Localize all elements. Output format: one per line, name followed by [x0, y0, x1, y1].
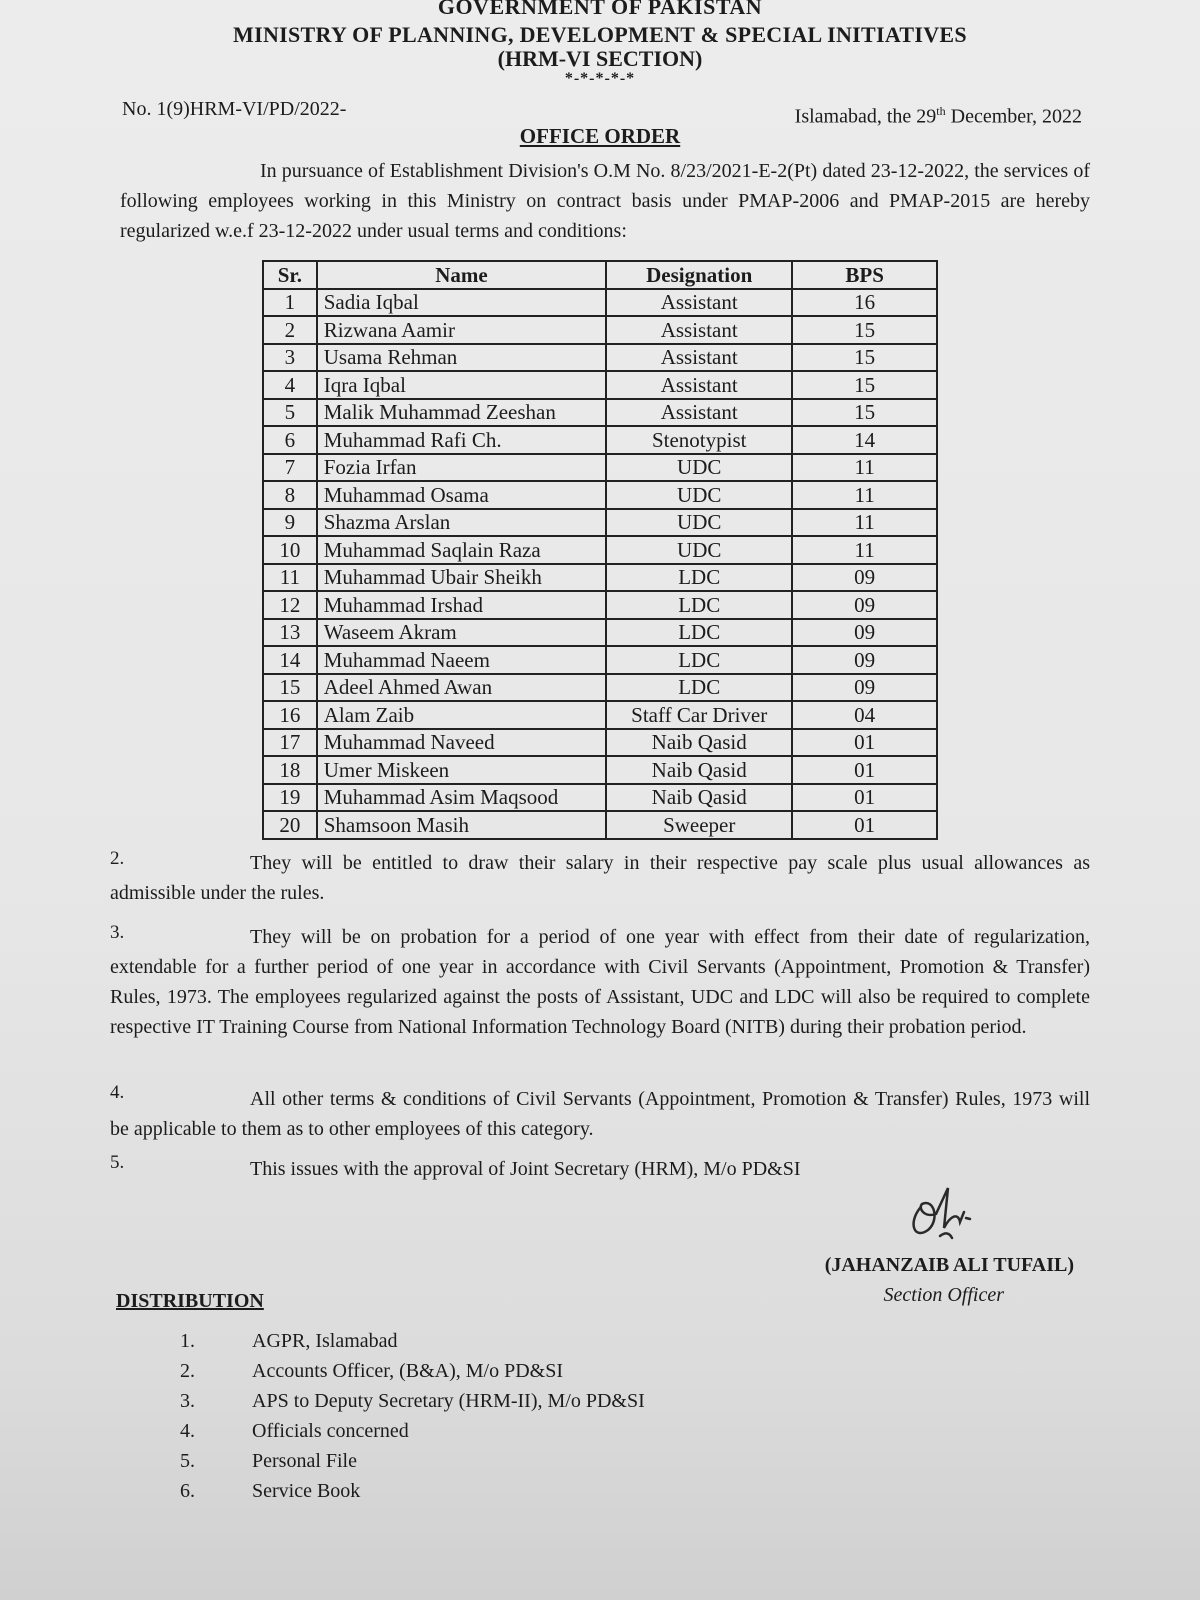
header-government: GOVERNMENT OF PAKISTAN — [437, 0, 763, 19]
cell-bps: 16 — [792, 289, 937, 317]
cell-designation: UDC — [606, 481, 792, 509]
distribution-title: DISTRIBUTION — [116, 1290, 264, 1312]
header-separator: *-*-*-*-* — [564, 70, 636, 87]
cell-sr: 7 — [263, 454, 317, 482]
cell-sr: 17 — [263, 729, 317, 757]
cell-name: Muhammad Rafi Ch. — [317, 426, 606, 454]
cell-sr: 2 — [263, 316, 317, 344]
cell-sr: 11 — [263, 564, 317, 592]
cell-designation: UDC — [606, 454, 792, 482]
list-item — [180, 1356, 645, 1386]
date-rest: December, 2022 — [945, 105, 1082, 128]
table-row — [263, 729, 937, 757]
distribution-text: Officials concerned — [252, 1420, 409, 1442]
table-row — [263, 784, 937, 812]
table-row — [263, 619, 937, 647]
cell-name: Iqra Iqbal — [317, 371, 606, 399]
table-row — [263, 564, 937, 592]
cell-designation: Sweeper — [606, 811, 792, 839]
cell-name: Shamsoon Masih — [317, 811, 606, 839]
cell-bps: 09 — [792, 591, 937, 619]
table-row — [263, 591, 937, 619]
list-item — [180, 1386, 645, 1416]
table-row — [263, 811, 937, 839]
para-3-number: 3. — [110, 922, 125, 943]
distribution-text: AGPR, Islamabad — [252, 1330, 398, 1352]
document-title: OFFICE ORDER — [519, 124, 681, 148]
cell-designation: Stenotypist — [606, 426, 792, 454]
table-row — [263, 454, 937, 482]
cell-bps: 09 — [792, 564, 937, 592]
distribution-list — [180, 1326, 645, 1506]
cell-name: Muhammad Irshad — [317, 591, 606, 619]
para-5-number: 5. — [110, 1152, 125, 1173]
cell-designation: LDC — [606, 591, 792, 619]
cell-sr: 5 — [263, 399, 317, 427]
table-row — [263, 536, 937, 564]
para-2-number: 2. — [110, 848, 125, 869]
cell-sr: 19 — [263, 784, 317, 812]
cell-sr: 13 — [263, 619, 317, 647]
cell-sr: 14 — [263, 646, 317, 674]
cell-name: Umer Miskeen — [317, 756, 606, 784]
table-row — [263, 426, 937, 454]
cell-bps: 11 — [792, 509, 937, 537]
distribution-number: 6. — [180, 1480, 195, 1502]
cell-name: Rizwana Aamir — [317, 316, 606, 344]
para-5-text: This issues with the approval of Joint Secretary (HRM), M/o PD&SI — [250, 1158, 801, 1180]
cell-name: Muhammad Ubair Sheikh — [317, 564, 606, 592]
cell-bps: 01 — [792, 729, 937, 757]
list-item — [180, 1416, 645, 1446]
cell-sr: 16 — [263, 701, 317, 729]
cell-bps: 15 — [792, 316, 937, 344]
employee-table — [262, 260, 938, 840]
distribution-number: 5. — [180, 1450, 195, 1472]
cell-bps: 15 — [792, 371, 937, 399]
cell-designation: Assistant — [606, 344, 792, 372]
cell-designation: Naib Qasid — [606, 756, 792, 784]
cell-bps: 11 — [792, 481, 937, 509]
cell-designation: Naib Qasid — [606, 784, 792, 812]
distribution-number: 4. — [180, 1420, 195, 1442]
cell-bps: 14 — [792, 426, 937, 454]
header-name: Name — [317, 261, 606, 289]
cell-name: Alam Zaib — [317, 701, 606, 729]
cell-sr: 1 — [263, 289, 317, 317]
table-row — [263, 316, 937, 344]
cell-designation: LDC — [606, 646, 792, 674]
table-body — [263, 289, 937, 839]
signatory-title: Section Officer — [883, 1284, 1004, 1306]
table-row — [263, 674, 937, 702]
cell-bps: 11 — [792, 454, 937, 482]
cell-designation: Assistant — [606, 371, 792, 399]
cell-bps: 01 — [792, 784, 937, 812]
para-4-text: All other terms & conditions of Civil Servants (Appointment, Promotion & Transfer) Rules, 1973 will be applicable to them as to other employees of this category. — [110, 1088, 1090, 1140]
date-prefix: Islamabad, the 29 — [794, 105, 937, 128]
cell-designation: LDC — [606, 619, 792, 647]
cell-designation: Staff Car Driver — [606, 701, 792, 729]
list-item — [180, 1446, 645, 1476]
cell-sr: 6 — [263, 426, 317, 454]
para-2-text: They will be entitled to draw their salary in their respective pay scale plus usual allowances as admissible under the rules. — [110, 852, 1090, 904]
distribution-number: 3. — [180, 1390, 195, 1412]
distribution-number: 2. — [180, 1360, 195, 1382]
list-item — [180, 1476, 645, 1506]
table-row — [263, 289, 937, 317]
table-row — [263, 646, 937, 674]
distribution-text: Accounts Officer, (B&A), M/o PD&SI — [252, 1360, 564, 1382]
cell-sr: 4 — [263, 371, 317, 399]
distribution-text: APS to Deputy Secretary (HRM-II), M/o PD&SI — [252, 1390, 645, 1412]
cell-designation: Assistant — [606, 289, 792, 317]
cell-sr: 8 — [263, 481, 317, 509]
header-section: (HRM-VI SECTION) — [497, 46, 703, 71]
table-row — [263, 399, 937, 427]
distribution-text: Personal File — [252, 1450, 357, 1472]
table-row — [263, 371, 937, 399]
cell-bps: 15 — [792, 344, 937, 372]
table-row — [263, 481, 937, 509]
table-row — [263, 509, 937, 537]
date-suffix: th — [936, 104, 946, 118]
cell-sr: 15 — [263, 674, 317, 702]
intro-paragraph: In pursuance of Establishment Division's O.M No. 8/23/2021-E-2(Pt) dated 23-12-2022, the services of following employees working in this Ministry on contract basis under PMAP-2006 and PMAP-2015 are hereby regularized w.e.f 23-12-2022 under usual terms and conditions: — [120, 160, 1090, 242]
cell-sr: 3 — [263, 344, 317, 372]
cell-bps: 01 — [792, 756, 937, 784]
cell-bps: 01 — [792, 811, 937, 839]
header-ministry: MINISTRY OF PLANNING, DEVELOPMENT & SPECIAL INITIATIVES — [233, 22, 967, 47]
cell-name: Fozia Irfan — [317, 454, 606, 482]
cell-bps: 09 — [792, 619, 937, 647]
cell-name: Muhammad Osama — [317, 481, 606, 509]
cell-sr: 20 — [263, 811, 317, 839]
distribution-text: Service Book — [252, 1480, 361, 1502]
header-designation: Designation — [606, 261, 792, 289]
cell-designation: Naib Qasid — [606, 729, 792, 757]
header-bps: BPS — [792, 261, 937, 289]
cell-name: Adeel Ahmed Awan — [317, 674, 606, 702]
cell-bps: 04 — [792, 701, 937, 729]
cell-name: Sadia Iqbal — [317, 289, 606, 317]
para-3-text: They will be on probation for a period of one year with effect from their date of regularization, extendable for a further period of one year in accordance with Civil Servants (Appointment, Promotion & Transfer) Rules, 1973. The employees regularized against the posts of Assistant, UDC and LDC will also be required to complete respective IT Training Course from National Information Technology Board (NITB) during their probation period. — [110, 926, 1090, 1038]
cell-bps: 11 — [792, 536, 937, 564]
reference-number: No. 1(9)HRM-VI/PD/2022- — [122, 98, 347, 120]
table-header-row — [263, 261, 937, 289]
cell-bps: 09 — [792, 674, 937, 702]
signatory-name: (JAHANZAIB ALI TUFAIL) — [824, 1254, 1074, 1276]
para-4-number: 4. — [110, 1082, 125, 1103]
cell-sr: 10 — [263, 536, 317, 564]
cell-designation: LDC — [606, 564, 792, 592]
cell-designation: LDC — [606, 674, 792, 702]
cell-designation: Assistant — [606, 399, 792, 427]
table-row — [263, 701, 937, 729]
table-row — [263, 344, 937, 372]
cell-name: Muhammad Naveed — [317, 729, 606, 757]
cell-sr: 9 — [263, 509, 317, 537]
cell-sr: 18 — [263, 756, 317, 784]
cell-name: Muhammad Saqlain Raza — [317, 536, 606, 564]
cell-designation: Assistant — [606, 316, 792, 344]
table-row — [263, 756, 937, 784]
cell-bps: 09 — [792, 646, 937, 674]
cell-bps: 15 — [792, 399, 937, 427]
cell-name: Malik Muhammad Zeeshan — [317, 399, 606, 427]
header-sr: Sr. — [263, 261, 317, 289]
cell-name: Usama Rehman — [317, 344, 606, 372]
cell-designation: UDC — [606, 509, 792, 537]
signature-mark — [900, 1178, 1000, 1248]
cell-name: Muhammad Naeem — [317, 646, 606, 674]
cell-name: Muhammad Asim Maqsood — [317, 784, 606, 812]
cell-name: Shazma Arslan — [317, 509, 606, 537]
list-item — [180, 1326, 645, 1356]
distribution-number: 1. — [180, 1330, 195, 1352]
cell-sr: 12 — [263, 591, 317, 619]
cell-designation: UDC — [606, 536, 792, 564]
cell-name: Waseem Akram — [317, 619, 606, 647]
